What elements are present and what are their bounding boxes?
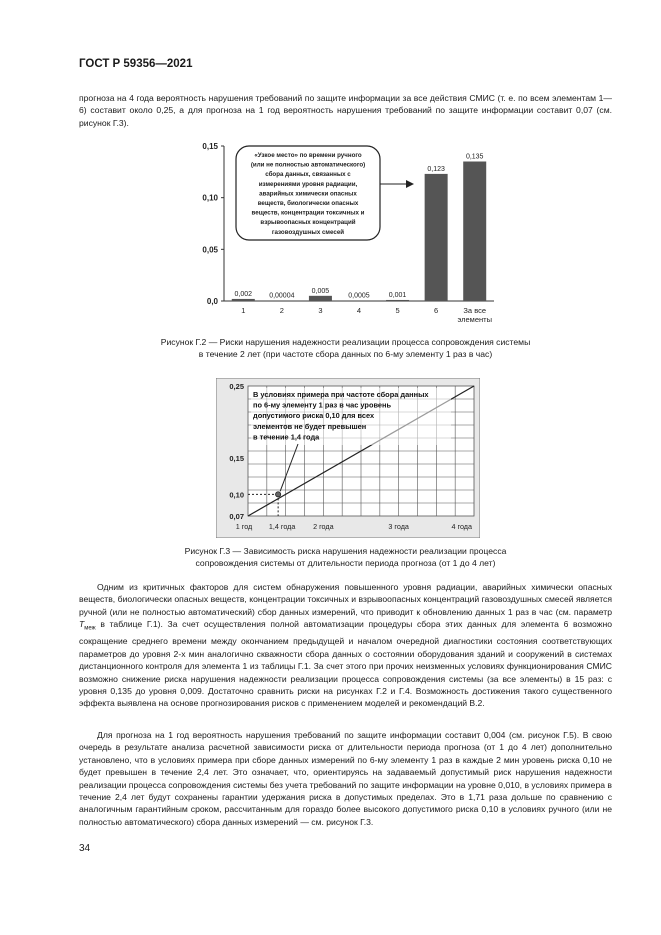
callout-arrow-head (406, 180, 414, 188)
x-tick-label: 1 год (235, 522, 253, 531)
figure-g2-caption-line1: Рисунок Г.2 — Риски нарушения надежности реализации процесса сопровождения системы (160, 337, 531, 347)
x-category-label: За все элементы (457, 306, 492, 324)
x-tick-label: 1,4 года (268, 522, 296, 531)
marker-point (276, 492, 281, 497)
y-tick-label: 0,15 (229, 454, 244, 464)
document-header: ГОСТ Р 59356—2021 (79, 58, 193, 70)
callout-text-line: (или не полностью автоматического) (250, 161, 366, 169)
bar (270, 300, 293, 301)
x-tick-label: 3 года (388, 522, 409, 531)
annotation-text-line: по 6-му элементу 1 раз в час уровень (253, 400, 392, 410)
x-category-label: 4 (356, 306, 362, 315)
y-tick-label: 0,15 (202, 142, 218, 151)
x-category-label: 3 (318, 306, 323, 315)
bar-value-label: 0,001 (388, 291, 407, 299)
y-tick-label: 0,10 (229, 490, 244, 500)
callout-text-line: измерениями уровня радиации, (258, 180, 358, 188)
annotation-text-line: элементов не будет превышен (253, 421, 367, 431)
bar-value-label: 0,0005 (348, 292, 370, 300)
bar-value-label: 0,00004 (269, 292, 295, 300)
paragraph-2-part2: в таблице Г.1). За счет осуществления полной автоматизации процедуры сбора этих данных для элемента 6 возможно сокращение среднего времени между окончанием предыдущей и началом очередной диагностики состояния соответствующих параметров до уровня 2-х мин аналогично скважности сбора данных о состоянии оборудования зданий и сооружений в системах дистанционного контроля для элемента 1 из таблицы Г.1. За счет этого при прочих неизменных условиях функционирования СМИС возможно снижение риска нарушения надежности реализации процесса сопровождения системы (за все элементы) в 15 раз: с уровня 0,135 до уровня 0,009. Достаточно сравнить риски на рисунках Г.2 и Г.4. Возможность достижения такого существенного эффекта выявлена на основе прогнозирования рисков с применением моделей и рекомендаций В.2. (79, 619, 612, 709)
callout-text-line: аварийных химически опасных (259, 190, 357, 198)
y-tick-label: 0,0 (206, 297, 218, 306)
x-category-label: 1 (241, 306, 246, 315)
paragraph-2 (79, 581, 612, 710)
bar-value-label: 0,123 (427, 165, 445, 173)
x-tick-label: 2 года (313, 522, 334, 531)
intro-paragraph: прогноза на 4 года вероятность нарушения требований по защите информации за все действия СМИС (т. е. по всем элементам 1—6) составит около 0,25, а для прогноза на 1 год вероятность нарушения требований по защите информации составит 0,07 (см. рисунок Г.3). (79, 93, 612, 128)
y-tick-label: 0,05 (202, 245, 218, 255)
bar (348, 300, 371, 301)
bar (463, 162, 486, 302)
figure-g2-caption-line2: в течение 2 лет (при частоте сбора данных по 6-му элементу 1 раз в час) (198, 349, 493, 359)
figure-g3-caption-line1: Рисунок Г.3 — Зависимость риска нарушения надежности реализации процесса (184, 546, 507, 556)
bar-value-label: 0,002 (234, 290, 253, 298)
bar (425, 174, 448, 301)
figure-g3-caption-line2: сопровождения системы от длительности периода прогноза (от 1 до 4 лет) (195, 558, 496, 568)
callout-text-line: веществ, биологически опасных (257, 200, 359, 207)
bar (309, 296, 332, 301)
callout-text-line: взрывоопасных концентраций (260, 219, 356, 227)
figure-g2-callout (236, 146, 414, 240)
paragraph-3: Для прогноза на 1 год вероятность нарушения требований по защите информации составит 0,004 (см. рисунок Г.5). В свою очередь в результате анализа расчетной зависимости риска от длительности периода прогноза (от 1 до 4 лет) дополнительно установлено, что в условиях примера при сборе данных измерений по 6-му элементу 1 раз в каждые 2 мин уровень риска 0,10 не будет превышен в течение 2,4 лет. Это означает, что, ориентируясь на задаваемый допустимый риск нарушения надежности реализации процесса сопровождения системы без учета требований по защите информации на уровне 0,010, в условиях примера в течение 2,4 лет будут сохранены гарантии удержания риска в допустимых пределах. Это в 1,71 раза дольше по сравнению с аналогичным гарантийным сроком, рассчитанным для гораздо более высокого допустимого риска 0,10 в условиях ручного (или не полностью автоматического) сбора данных измерений — см. рисунок Г.3. (79, 730, 612, 827)
figure-g3-line-chart (216, 378, 480, 538)
parameter-symbol: T (79, 619, 85, 630)
callout-text-line: газовоздушных смесей (271, 228, 345, 236)
annotation-text-line: в течение 1,4 года (253, 432, 320, 442)
x-category-label: 2 (279, 306, 284, 315)
page-number: 34 (79, 843, 91, 854)
y-tick-label: 0,10 (202, 193, 218, 203)
callout-text-line: «Узкое место» по времени ручного (254, 152, 362, 159)
x-category-label: 5 (395, 306, 400, 315)
bar (386, 300, 409, 301)
y-tick-label: 0,07 (229, 512, 244, 521)
figure-g2-bar-chart (190, 138, 500, 332)
bar-value-label: 0,135 (465, 153, 484, 161)
x-category-label: 6 (434, 306, 439, 315)
callout-text (251, 152, 365, 236)
bar (232, 299, 255, 301)
x-tick-label: 4 года (451, 522, 472, 531)
annotation-text-line: В условиях примера при частоте сбора данных (253, 390, 429, 399)
annotation-text-line: допустимого риска 0,10 для всех (253, 411, 375, 421)
paragraph-2-part1: Одним из критичных факторов для систем обнаружения повышенного уровня радиации, аварийных химически опасных веществ, биологически опасных веществ, концентрации токсичных и взрывоопасных концентраций газовоздушных смесей является ручной (или не полностью автоматический) сбор данных измерений, что приводит к обновлению данных 1 раз в час (см. параметр (79, 582, 612, 617)
callout-text-line: веществ, концентрации токсичных и (251, 209, 365, 217)
callout-text-line: сбора данных, связанных с (265, 171, 351, 179)
parameter-subscript: меж (84, 625, 96, 632)
bar-value-label: 0,005 (311, 287, 330, 295)
y-tick-label: 0,25 (229, 382, 244, 391)
